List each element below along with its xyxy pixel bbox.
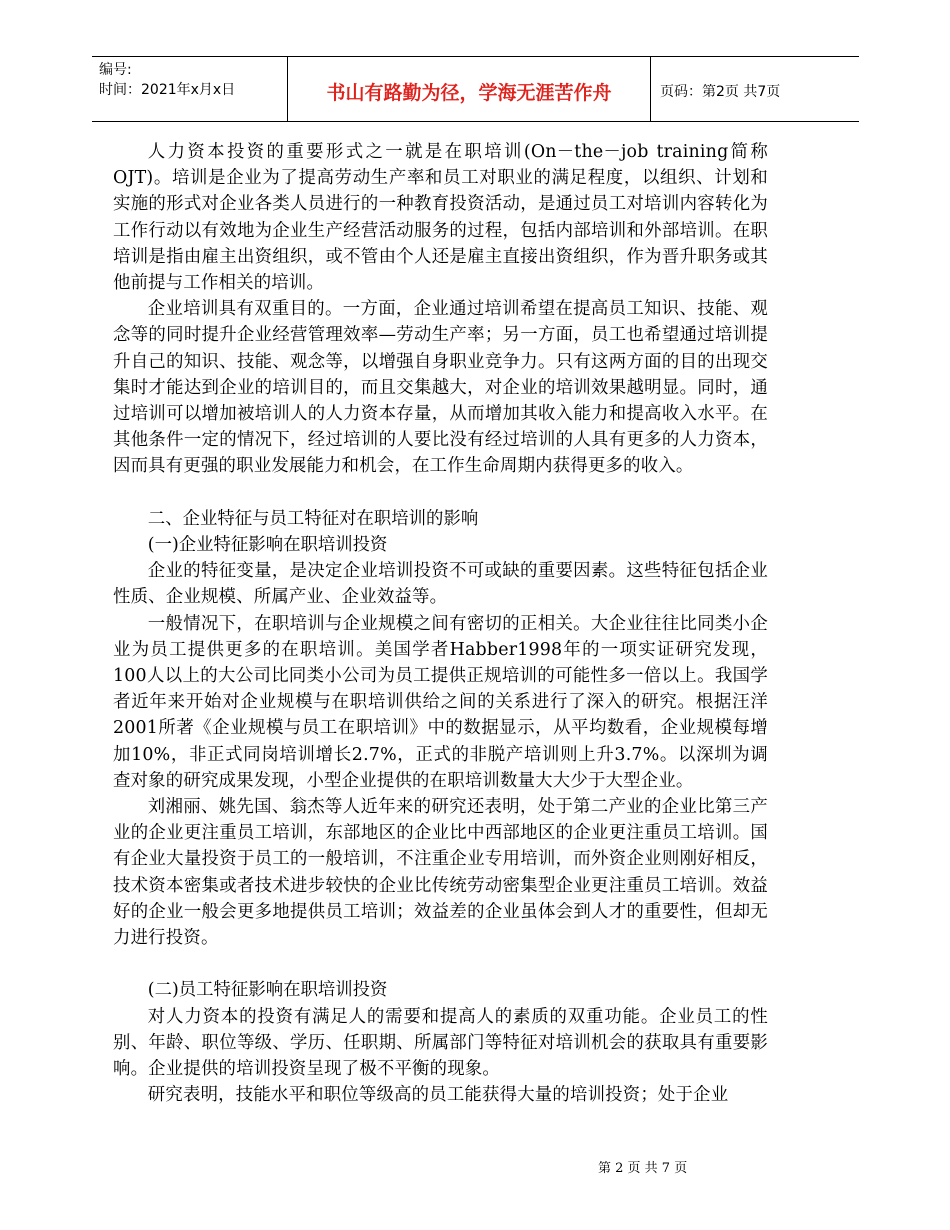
- paragraph-research-findings: 研究表明，技能水平和职位等级高的员工能获得大量的培训投资；处于企业: [147, 1085, 729, 1106]
- subsection-heading-employee: (二)员工特征影响在职培训投资: [147, 980, 388, 1001]
- header-bottom-rule: [92, 121, 859, 122]
- paragraph-enterprise-scale: 一般情况下，在职培训与企业规模之间有密切的正相关。大企业往往比同类小企业为员工提供更多的在职培训。美国学者Habber1998年的一项实证研究发现，100人以上的大公司比同类小公司为员工提供正规培训的可能性多一倍以上。我国学者近年来开始对企业规模与在职培训供给之间的关系进行了深入的研究。根据汪洋2001所著《企业规模与员工在职培训》中的数据显示，从平均数看，企业规模每增加10%，非正式同岗培训增长2.7%，正式的非脱产培训则上升3.7%。以深圳为调查对象的研究成果发现，小型企业提供的在职培训数量大大少于大型企业。: [113, 613, 768, 791]
- section-heading: 二、企业特征与员工特征对在职培训的影响: [147, 508, 479, 529]
- paragraph-employee-features: 对人力资本的投资有满足人的需要和提高人的素质的双重功能。企业员工的性别、年龄、职位等级、学历、任职期、所属部门等特征对培训机会的获取具有重要影响。企业提供的培训投资呈现了极不平衡的现象。: [113, 1006, 768, 1080]
- document-body: [113, 139, 768, 1108]
- paragraph-ojt-definition: 人力资本投资的重要形式之一就是在职培训(On－the－job training简称OJT)。培训是企业为了提高劳动生产率和员工对职业的满足程度，以组织、计划和实施的形式对企业各类人员进行的一种教育投资活动，是通过员工对培训内容转化为工作行动以有效地为企业生产经营活动服务的过程，包括内部培训和外部培训。在职培训是指由雇主出资组织，或不管由个人还是雇主直接出资组织，作为晋升职务或其他前提与工作相关的培训。: [113, 142, 768, 294]
- header-page-label: 页码：第2页 共7页: [660, 84, 781, 100]
- section-gap: [113, 951, 768, 977]
- paragraph-enterprise-features: 企业的特征变量，是决定企业培训投资不可或缺的重要因素。这些特征包括企业性质、企业规模、所属产业、企业效益等。: [113, 561, 768, 608]
- header-top-rule: [92, 56, 859, 57]
- header-motto: 书山有路勤为径，学海无涯苦作舟: [326, 82, 612, 104]
- header-divider-left: [287, 57, 288, 122]
- header-divider-right: [650, 57, 651, 122]
- document-number-label: 编号:: [99, 62, 132, 78]
- document-date-label: 时间：2021年x月x日: [99, 82, 236, 98]
- section-gap: [113, 480, 768, 506]
- subsection-heading-enterprise: (一)企业特征影响在职培训投资: [147, 535, 388, 556]
- paragraph-industry-region: 刘湘丽、姚先国、翁杰等人近年来的研究还表明，处于第二产业的企业比第三产业的企业更注重员工培训，东部地区的企业比中西部地区的企业更注重员工培训。国有企业大量投资于员工的一般培训，不注重企业专用培训，而外资企业则刚好相反，技术资本密集或者技术进步较快的企业比传统劳动密集型企业更注重员工培训。效益好的企业一般会更多地提供员工培训；效益差的企业虽体会到人才的重要性，但却无力进行投资。: [113, 797, 768, 949]
- paragraph-dual-purpose: 企业培训具有双重目的。一方面，企业通过培训希望在提高员工知识、技能、观念等的同时提升企业经营管理效率—劳动生产率；另一方面，员工也希望通过培训提升自己的知识、技能、观念等，以增强自身职业竞争力。只有这两方面的目的出现交集时才能达到企业的培训目的，而且交集越大，对企业的培训效果越明显。同时，通过培训可以增加被培训人的人力资本存量，从而增加其收入能力和提高收入水平。在其他条件一定的情况下，经过培训的人要比没有经过培训的人具有更多的人力资本，因而具有更强的职业发展能力和机会，在工作生命周期内获得更多的收入。: [113, 299, 768, 477]
- footer-page-number: 第 2 页 共 7 页: [598, 1161, 688, 1176]
